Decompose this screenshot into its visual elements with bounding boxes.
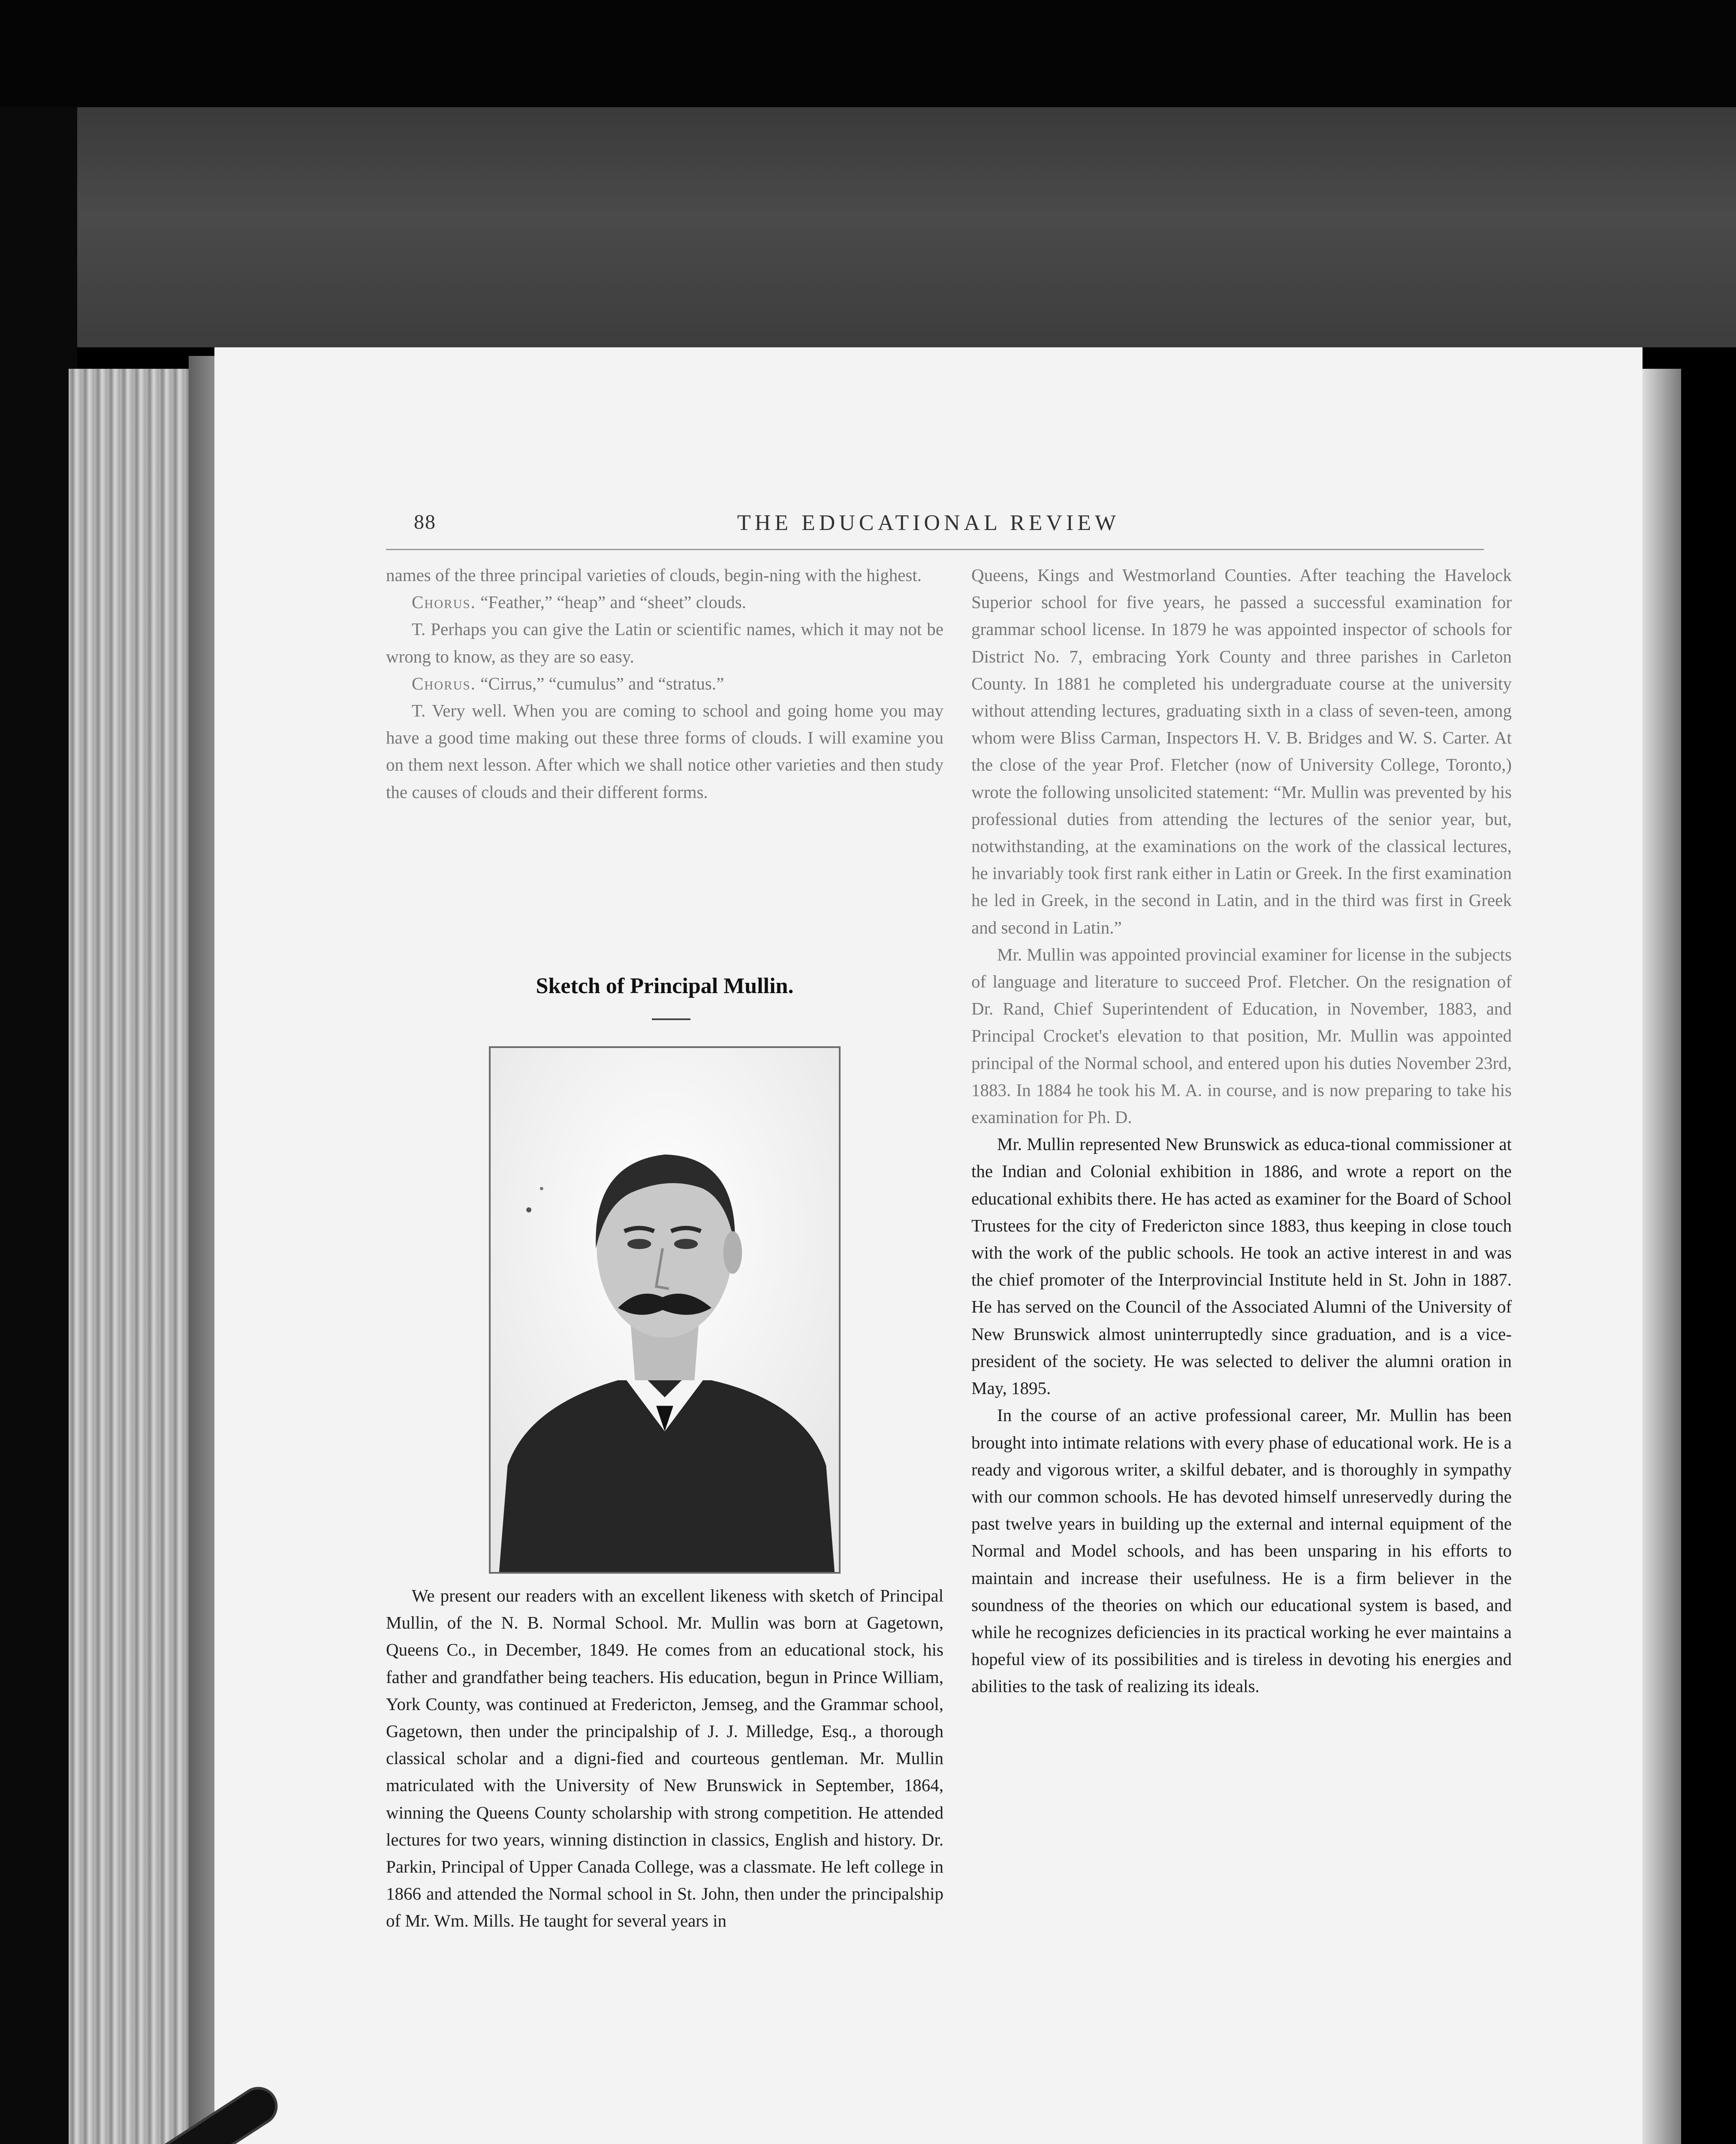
left-column-upper	[386, 562, 943, 806]
paragraph: names of the three principal varieties of clouds, begin-ning with the highest.	[386, 565, 922, 585]
right-column	[971, 562, 1512, 1700]
chorus-text: “Cirrus,” “cumulus” and “stratus.”	[476, 673, 724, 693]
paragraph: Mr. Mullin was appointed provincial examiner for license in the subjects of language and literature to succeed Prof. Fletcher. On the resignation of Dr. Rand, Chief Superintendent of Education, in November, 1883, and Principal Crocket's elevation to that position, Mr. Mullin was appointed principal of the Normal school, and entered upon his duties November 23rd, 1883. In 1884 he took his M. A. in course, and is now preparing to take his examination for Ph. D.	[971, 944, 1512, 1127]
chorus-line	[386, 670, 943, 697]
speaker-label: Chorus.	[412, 592, 476, 612]
page-number: 88	[414, 511, 436, 533]
portrait-photo	[489, 1046, 841, 1574]
portrait-photo-icon	[491, 1048, 839, 1572]
page-gutter-fold	[1643, 369, 1681, 2144]
article-title: Sketch of Principal Mullin.	[536, 974, 794, 998]
paragraph: Mr. Mullin represented New Brunswick as educa-tional commissioner at the Indian and Colonial exhibition in 1886, and wrote a report on the educational exhibits there. He has acted as examiner for the Board of School Trustees for the city of Fredericton since 1883, thus keeping in close touch with the work of the public schools. He took an active interest in and was the chief promoter of the Interprovincial Institute held in St. John in 1887. He has served on the Council of the Associated Alumni of the University of New Brunswick almost uninterruptedly since graduation, and is a vice-president of the society. He was selected to deliver the alumni oration in May, 1895.	[971, 1134, 1512, 1398]
scanner-background	[56, 107, 1736, 347]
chorus-line	[386, 589, 943, 616]
speaker-label: Chorus.	[412, 673, 476, 693]
scan-top-margin	[0, 0, 1736, 107]
paragraph: In the course of an active professional career, Mr. Mullin has been brought into intimate relations with every phase of educational work. He is a ready and vigorous writer, a skilful debater, and is thoroughly in sympathy with our common schools. He has devoted himself unreservedly during the past twelve years in building up the external and internal equipment of the Normal and Model schools, and has been unsparing in his efforts to maintain and increase their usefulness. He is a firm believer in the soundness of the theories on which our educational system is based, and while he recognizes deficiencies in its practical working he ever maintains a hopeful view of its possibilities and is tireless in devoting his energies and abilities to the task of realizing its ideals.	[971, 1405, 1512, 1696]
scan-left-margin	[0, 107, 77, 2144]
running-head: THE EDUCATIONAL REVIEW	[737, 511, 1120, 535]
left-column-lower	[386, 1582, 943, 1935]
paragraph: T. Perhaps you can give the Latin or scientific names, which it may not be wrong to know, as they are so easy.	[386, 619, 943, 666]
paragraph: We present our readers with an excellent likeness with sketch of Principal Mullin, of the N. B. Normal School. Mr. Mullin was born at Gagetown, Queens Co., in December, 1849. He comes from an educational stock, his father and grandfather being teachers. His education, begun in Prince William, York County, was continued at Fredericton, Jemseg, and the Grammar school, Gagetown, then under the principalship of J. J. Milledge, Esq., a thorough classical scholar and a digni-fied and courteous gentleman. Mr. Mullin matriculated with the University of New Brunswick in September, 1864, winning the Queens County scholarship with strong competition. He attended lectures for two years, winning distinction in classics, English and history. Dr. Parkin, Principal of Upper Canada College, was a classmate. He left college in 1866 and attended the Normal school in St. John, then under the principalship of Mr. Wm. Mills. He taught for several years in	[386, 1586, 943, 1931]
title-rule	[652, 1018, 690, 1020]
paragraph: T. Very well. When you are coming to school and going home you may have a good time making out these three forms of clouds. I will examine you on them next lesson. After which we shall notice other varieties and then study the causes of clouds and their different forms.	[386, 701, 943, 802]
header-rule	[386, 549, 1484, 550]
book-page	[214, 347, 1643, 2144]
paragraph: Queens, Kings and Westmorland Counties. After teaching the Havelock Superior school for five years, he passed a successful examination for grammar school license. In 1879 he was appointed inspector of schools for District No. 7, embracing York County and three parishes in Carleton County. In 1881 he completed his undergraduate course at the university without attending lectures, graduating sixth in a class of seven-teen, among whom were Bliss Carman, Inspectors H. V. B. Bridges and W. S. Carter. At the close of the year Prof. Fletcher (now of University College, Toronto,) wrote the following unsolicited statement: “Mr. Mullin was prevented by his professional duties from attending the lectures of the senior year, but, notwithstanding, at the examinations on the work of the classical lectures, he invariably took first rank either in Latin or Greek. In the first examination he led in Greek, in the second in Latin, and in the third was first in Greek and second in Latin.”	[971, 565, 1512, 937]
chorus-text: “Feather,” “heap” and “sheet” clouds.	[476, 592, 747, 612]
